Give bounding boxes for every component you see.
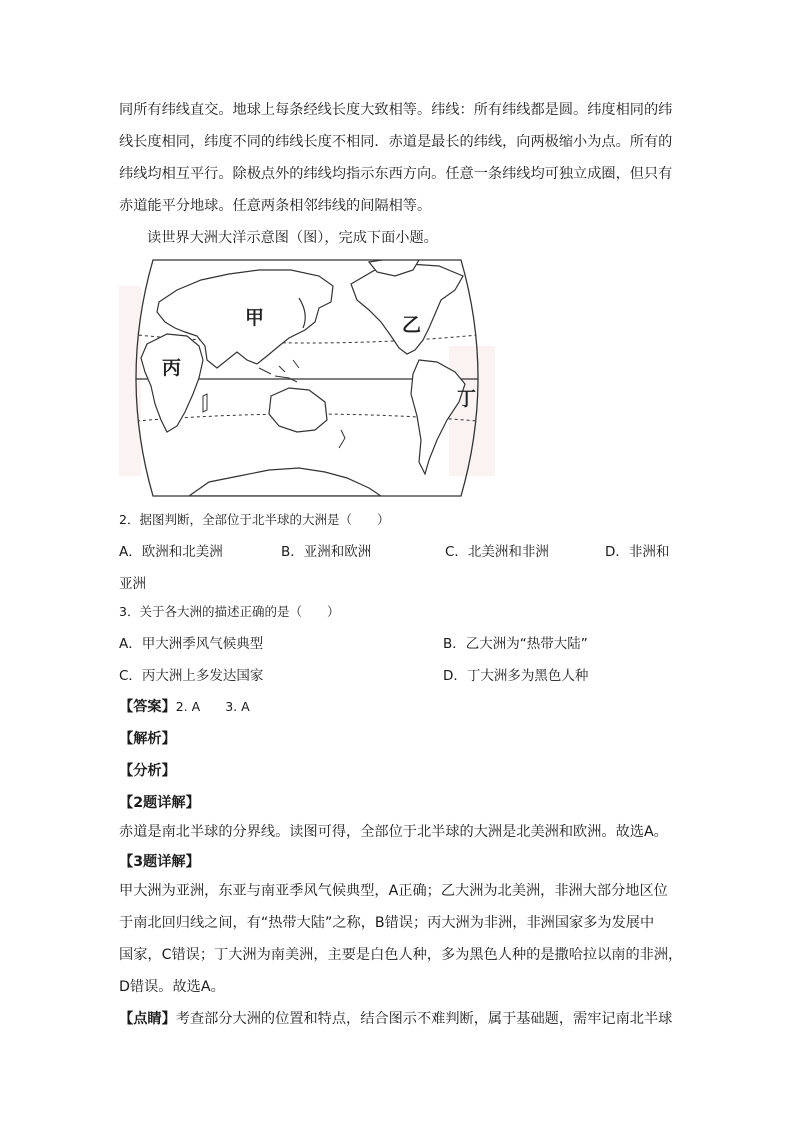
madagascar-island xyxy=(203,394,207,412)
dianjing-row xyxy=(119,1009,672,1029)
map-label-ding: 丁 xyxy=(457,388,477,410)
q2-option-b: B．亚洲和欧洲 xyxy=(281,544,372,560)
answer-row xyxy=(119,697,250,717)
detail3-line-1: 甲大洲为亚洲，东亚与南亚季风气候典型，A正确；乙大洲为北美洲，非洲大部分地区位 xyxy=(119,883,668,899)
detail3-line-2: 于南北回归线之间，有“热带大陆”之称，B错误；丙大洲为非洲，非洲国家多为发展中 xyxy=(119,915,655,931)
map-instruction: 读世界大洲大洋示意图（图），完成下面小题。 xyxy=(147,230,438,246)
q3-option-c: C．丙大洲上多发达国家 xyxy=(119,668,264,684)
antarctica-continent xyxy=(189,468,381,496)
answer-text: 2. A 3. A xyxy=(175,699,250,714)
q2-stem: 2．据图判断，全部位于北半球的大洲是（ ） xyxy=(119,512,390,527)
north-america-continent xyxy=(351,264,463,354)
new-zealand-island xyxy=(339,430,345,448)
dianjing-label: 【点睛】 xyxy=(119,1011,176,1027)
intro-line-2: 线长度相同，纬度不同的纬线长度不相同．赤道是最长的纬线，向两极缩小为点。所有的 xyxy=(119,134,673,150)
q3-option-d: D．丁大洲多为黑色人种 xyxy=(443,668,589,684)
q3-option-b: B．乙大洲为“热带大陆” xyxy=(443,636,588,652)
q3-option-a: A．甲大洲季风气候典型 xyxy=(119,636,264,652)
world-map-svg xyxy=(119,256,495,500)
detail3-line-4: D错误。故选A。 xyxy=(119,979,225,995)
detail3-heading: 【3题详解】 xyxy=(119,854,200,870)
q2-option-d-cont: 亚洲 xyxy=(119,576,146,592)
detail2-text: 赤道是南北半球的分界线。读图可得，全部位于北半球的大洲是北美洲和欧洲。故选A。 xyxy=(119,824,668,840)
map-label-bing: 丙 xyxy=(162,357,182,379)
q2-option-d: D．非洲和 xyxy=(605,544,670,560)
intro-line-4: 赤道能平分地球。任意两条相邻纬线的间隔相等。 xyxy=(119,198,432,214)
dianjing-text: 考查部分大洲的位置和特点，结合图示不难判断，属于基础题，需牢记南北半球 xyxy=(175,1011,673,1027)
intro-line-1: 同所有纬线直交。地球上每条经线长度大致相等。纬线：所有纬线都是圆。纬度相同的纬 xyxy=(119,102,673,118)
detail3-line-3: 国家，C错误；丁大洲为南美洲，主要是白色人种，多为黑色人种的是撒哈拉以南的非洲， xyxy=(119,947,683,963)
map-label-yi: 乙 xyxy=(402,314,422,336)
intro-line-3: 纬线均相互平行。除极点外的纬线均指示东西方向。任意一条纬线均可独立成圈，但只有 xyxy=(119,166,673,182)
q2-option-a: A．欧洲和北美洲 xyxy=(119,544,223,560)
answer-label: 【答案】 xyxy=(119,699,176,715)
australia-continent xyxy=(269,388,327,432)
detail2-heading: 【2题详解】 xyxy=(119,795,200,811)
map-label-jia: 甲 xyxy=(245,307,265,329)
world-continents-map xyxy=(119,256,495,500)
q2-option-c: C．北美洲和非洲 xyxy=(445,544,549,560)
q3-stem: 3．关于各大洲的描述正确的是（ ） xyxy=(119,604,340,619)
analysis-heading: 【解析】 xyxy=(119,731,176,747)
fenxi-heading: 【分析】 xyxy=(119,763,176,779)
